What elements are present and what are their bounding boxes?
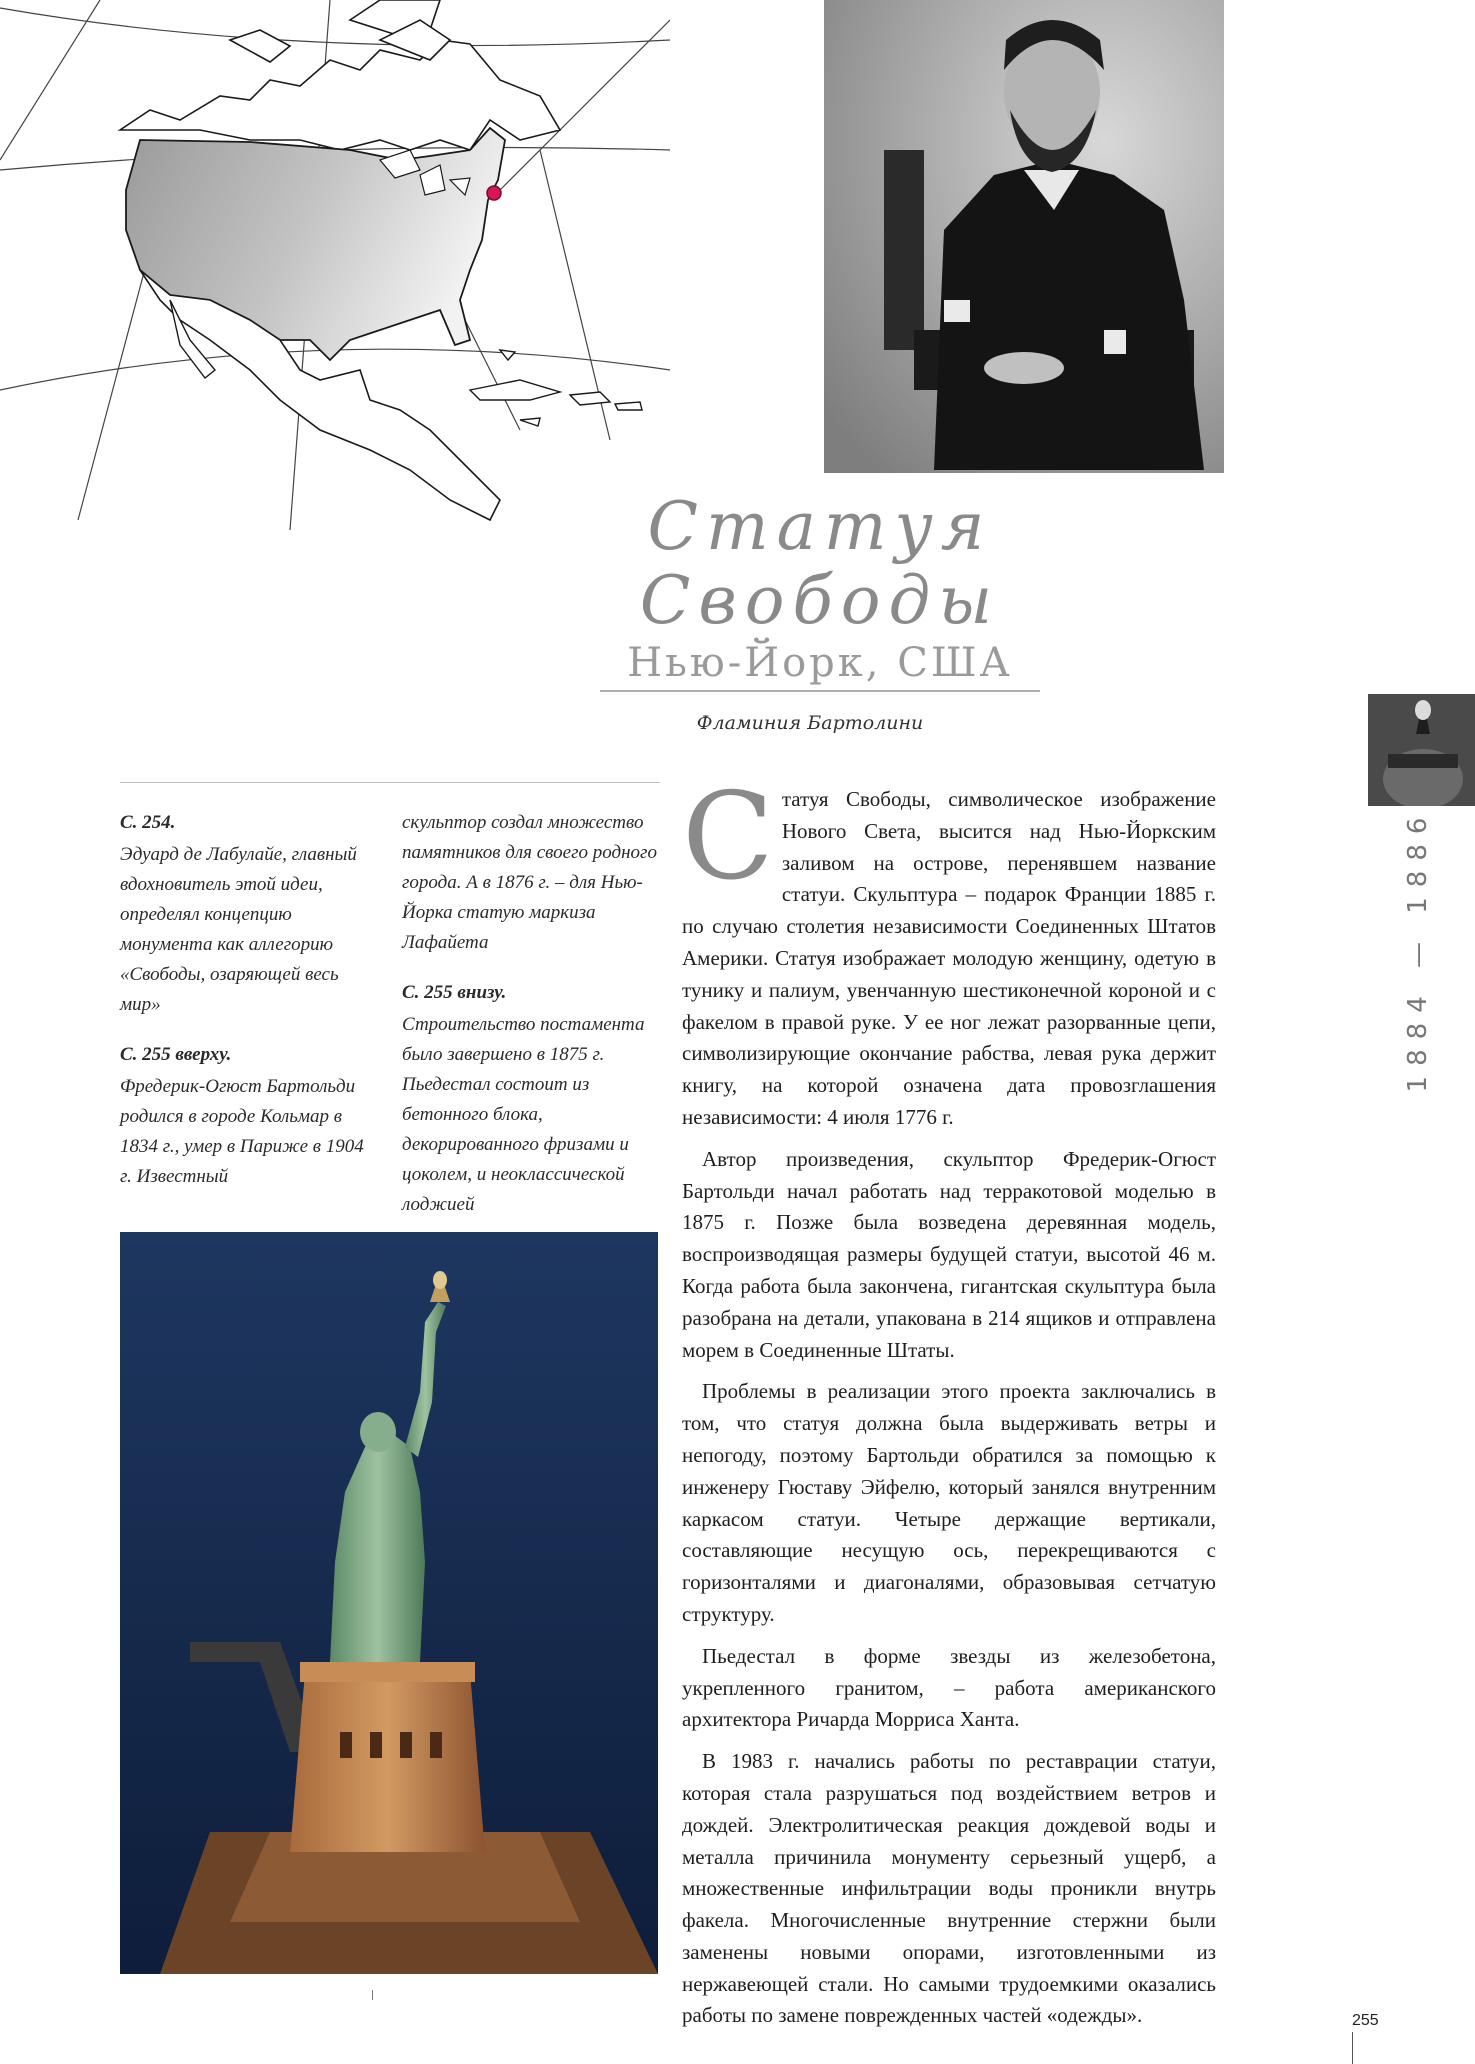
caption-heading: С. 255 внизу. — [402, 982, 507, 1003]
side-thumbnail-tab — [1368, 694, 1475, 806]
title-line-1: Статуя — [647, 488, 993, 565]
body-paragraph: Автор произведения, скульптор Фредерик-Огюст Бартольди начал работать над терракотовой моделью в 1875 г. Позже была возведена деревянная модель, воспроизводящая размеры будущей статуи, высотой 46 м. Когда работа была закончена, гигантская скульптура была разобрана на детали, упакована в 214 ящиков и отправлена морем в Соединенные Штаты. — [682, 1146, 1216, 1362]
caption-divider — [120, 782, 660, 783]
new-york-marker — [487, 186, 501, 200]
subtitle-underline — [600, 690, 1040, 692]
year-range-text: 1884 — 1886 — [1403, 807, 1433, 1093]
crop-tick — [372, 1990, 373, 2000]
statue-of-liberty-photo — [120, 1232, 658, 1974]
location-subtitle: Нью-Йорк, США — [627, 640, 1013, 686]
caption-text: скульптор создал множество памятников для своего родного города. А в 1876 г. – для Нью-Йорка статую маркиза Лафайета — [402, 812, 657, 953]
page-number-rule — [1352, 2032, 1353, 2064]
year-range-vertical — [1378, 807, 1458, 1093]
article-body — [682, 768, 1216, 2042]
title-line-2: Свободы — [639, 562, 1001, 639]
page-number: 255 — [1352, 2012, 1379, 2029]
caption-heading: С. 254. — [120, 812, 176, 833]
drop-cap: С — [682, 768, 774, 907]
body-paragraph: Пьедестал в форме звезды из железобетона, укрепленного гранитом, – работа американского архитектора Ричарда Морриса Ханта. — [682, 1643, 1216, 1732]
caption-column-right — [402, 808, 662, 1220]
body-paragraph: Проблемы в реализации этого проекта заключались в том, что статуя должна была выдерживать ветры и непогоду, поэтому Бартольди обратился за помощью к инженеру Гюставу Эйфелю, который занялся внутренним каркасом статуи. Четыре держащие вертикали, составляющие несущую ось, перекрещиваются с горизонталями и диагоналями, образовывая сетчатую структуру. — [682, 1379, 1216, 1626]
caption-text: Строительство постамента было завершено в 1875 г. Пьедестал состоит из бетонного блока, декорированного фризами и цоколем, и неоклассической лоджией — [402, 1014, 645, 1215]
body-paragraph: В 1983 г. начались работы по реставрации статуи, которая стала разрушаться под воздействием ветров и дождей. Электролитическая реакция дождевой воды и металла причинила монументу серьезный ущерб, а множественные инфильтрации воды проникли внутрь факела. Многочисленные внутренние стержни были заменены новыми опорами, изготовленными из нержавеющей стали. Но самыми трудоемкими оказались работы по замене поврежденных частей «одежды». — [682, 1749, 1216, 2028]
paragraph-text: татуя Свободы, символическое изображение Нового Света, высится над Нью-Йоркским заливом на острове, перенявшем название статуи. Скульптура – подарок Франции 1885 г. по случаю столетия независимости Соединенных Штатов Америки. Статуя изображает молодую женщину, одетую в тунику и палиум, увенчанную шестиконечной короной и с факелом в правой руке. У ее ног лежат разорванные цепи, символизирующие окончание рабства, левая рука держит книгу, на которой означена дата провозглашения независимости: 4 июля 1776 г. — [682, 787, 1216, 1129]
north-america-map — [0, 0, 670, 530]
caption-text: Фредерик-Огюст Бартольди родился в городе Кольмар в 1834 г., умер в Париже в 1904 г. Известный — [120, 1076, 364, 1187]
author-name: Фламиния Бартолини — [696, 712, 924, 734]
bartholdi-portrait-photo — [824, 0, 1224, 473]
caption-text: Эдуард де Лабулайе, главный вдохновитель этой идеи, определял концепцию монумента как аллегорию «Свободы, озаряющей весь мир» — [120, 844, 357, 1015]
article-title-block — [560, 490, 1080, 692]
body-paragraph — [682, 768, 1216, 1134]
caption-heading: С. 255 вверху. — [120, 1044, 232, 1065]
caption-column-left — [120, 808, 370, 1192]
